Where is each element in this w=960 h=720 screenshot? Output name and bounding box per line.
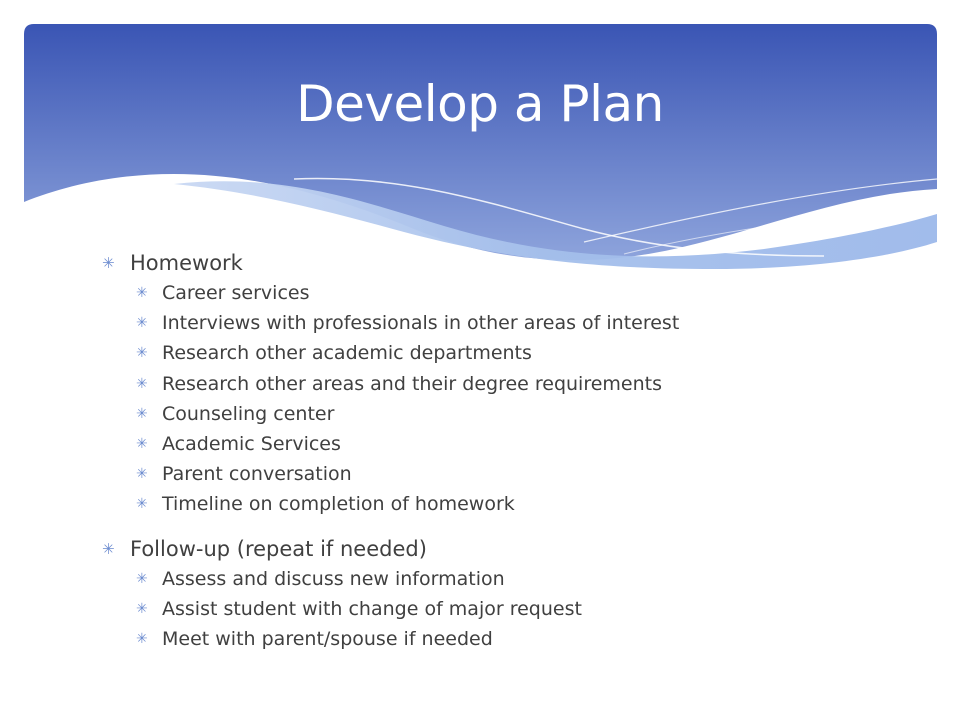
list-item (102, 278, 902, 308)
asterisk-bullet-icon: ✳ (136, 600, 148, 617)
list-item (102, 594, 902, 624)
list-item (102, 624, 902, 654)
list-item (102, 338, 902, 368)
asterisk-bullet-icon: ✳ (136, 375, 148, 392)
asterisk-bullet-icon: ✳ (136, 285, 148, 301)
list-item-text: Timeline on completion of homework (162, 493, 515, 516)
list-item (102, 369, 902, 399)
asterisk-bullet-icon: ✳ (136, 345, 148, 362)
list-item-text: Academic Services (162, 433, 341, 456)
asterisk-bullet-icon: ✳ (136, 466, 148, 483)
list-item-text: Research other academic departments (162, 342, 532, 365)
list-item (102, 489, 902, 519)
list-item (102, 399, 902, 429)
list-item-text: Parent conversation (162, 463, 352, 486)
section-label: Homework (130, 251, 243, 275)
list-item-homework (102, 248, 902, 278)
list-item-text: Research other areas and their degree requirements (162, 372, 663, 395)
bullet-list (102, 248, 902, 654)
section-label: Follow-up (repeat if needed) (130, 536, 427, 561)
asterisk-bullet-icon: ✳ (136, 436, 148, 453)
title-banner (24, 24, 937, 269)
slide-title: Develop a Plan (296, 75, 664, 133)
asterisk-bullet-icon: ✳ (136, 496, 148, 513)
list-item-text: Career services (162, 282, 310, 304)
asterisk-bullet-icon: ✳ (136, 570, 148, 587)
asterisk-bullet-icon: ✳ (102, 254, 115, 272)
list-item-text: Assess and discuss new information (162, 567, 505, 590)
list-item-text: Counseling center (162, 402, 335, 425)
list-item-text: Assist student with change of major request (162, 597, 582, 620)
asterisk-bullet-icon: ✳ (136, 631, 148, 648)
banner-wave-graphic (24, 24, 937, 269)
list-item-follow-up (102, 534, 902, 564)
list-item (102, 429, 902, 459)
asterisk-bullet-icon: ✳ (136, 315, 148, 332)
list-item (102, 308, 902, 338)
section-spacer (102, 520, 902, 534)
asterisk-bullet-icon: ✳ (136, 405, 148, 422)
list-item-text: Interviews with professionals in other areas of interest (162, 312, 680, 335)
list-item (102, 459, 902, 489)
list-item-text: Meet with parent/spouse if needed (162, 628, 493, 651)
asterisk-bullet-icon: ✳ (102, 539, 115, 558)
list-item (102, 564, 902, 594)
